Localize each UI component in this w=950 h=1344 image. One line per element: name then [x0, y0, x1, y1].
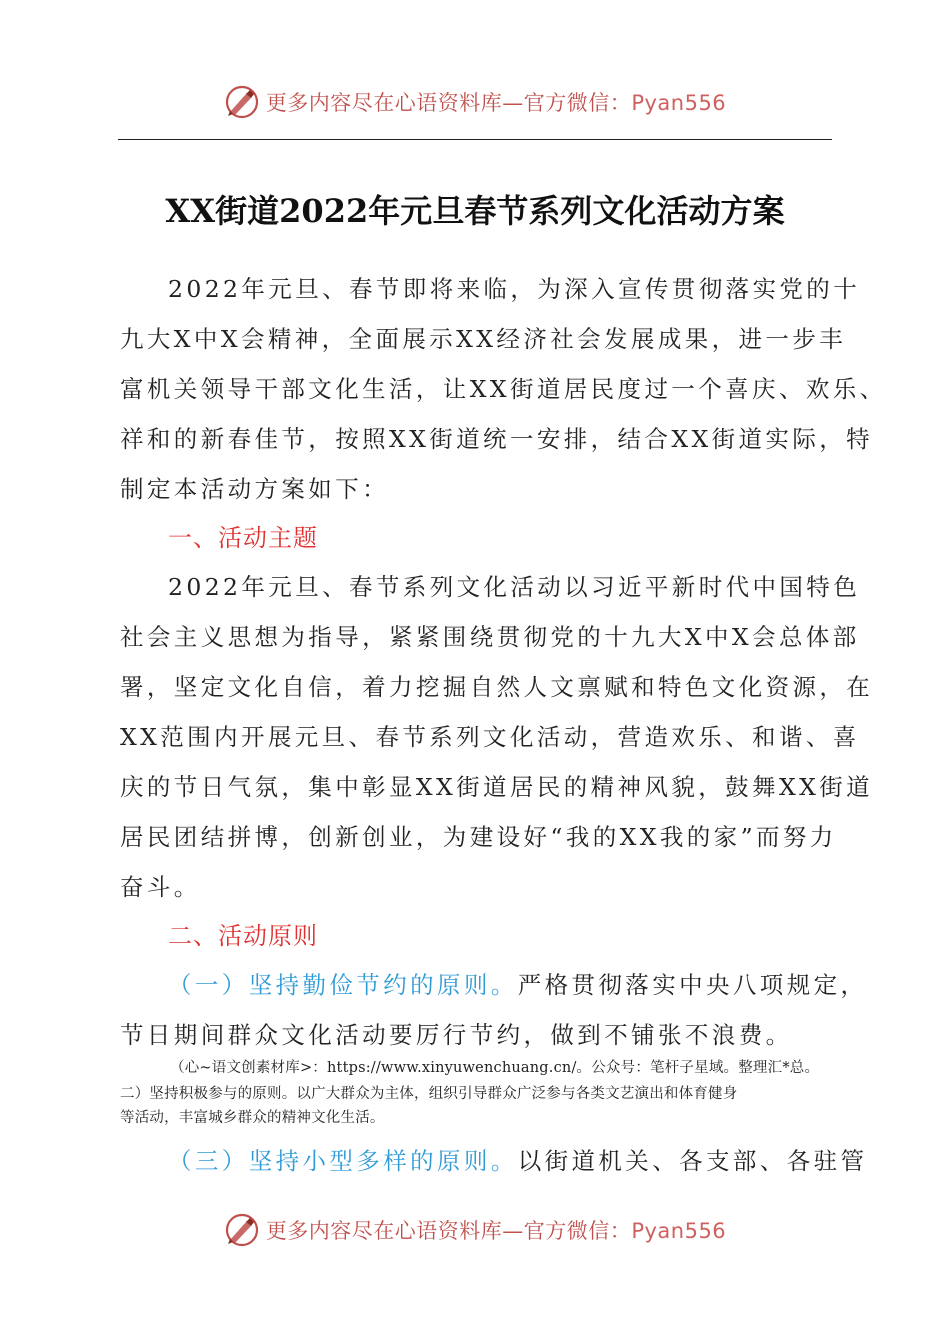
- pen-logo-icon: [224, 84, 260, 120]
- document-title: XX街道2022年元旦春节系列文化活动方案: [165, 192, 785, 230]
- section2-heading: 二、活动原则: [168, 922, 318, 950]
- section1-line-4: XX范围内开展元旦、春节系列文化活动，营造欢乐、和谐、喜: [120, 723, 860, 751]
- section1-line-6: 居民团结拼博，创新创业，为建设好“我的XX我的家”而努力: [120, 823, 837, 851]
- principle-3-text: 以街道机关、各支部、各驻管: [517, 1147, 868, 1175]
- principle-1-text: 严格贯彻落实中央八项规定，: [517, 971, 868, 999]
- section1-line-5: 庆的节日气氛，集中彰显XX街道居民的精神风貌，鼓舞XX街道: [120, 773, 874, 801]
- intro-line-2: 九大X中X会精神，全面展示XX经济社会发展成果，进一步丰: [120, 325, 847, 353]
- section1-heading: 一、活动主题: [168, 524, 318, 552]
- section1-line-3: 署，坚定文化自信，着力挖掘自然人文禀赋和特色文化资源，在: [120, 673, 874, 701]
- banner-wechat-id: Pyan556: [631, 1219, 727, 1243]
- banner-text: [266, 87, 726, 117]
- intro-line-3: 富机关领导干部文化生活，让XX街道居民度过一个喜庆、欢乐、: [120, 375, 887, 403]
- principle-1-label: （一）坚持勤俭节约的原则。: [168, 971, 518, 999]
- footer-banner: [0, 1210, 950, 1250]
- section1-line-7: 奋斗。: [120, 873, 201, 901]
- intro-line-1: 2022年元旦、春节即将来临，为深入宣传贯彻落实党的十: [168, 275, 861, 303]
- header-banner: [0, 82, 950, 122]
- principle-3-line-1: [168, 1146, 868, 1176]
- principle-1-line-2: 节日期间群众文化活动要厉行节约，做到不铺张不浪费。: [120, 1021, 793, 1049]
- principle-3-label: （三）坚持小型多样的原则。: [168, 1147, 518, 1175]
- header-divider: [118, 139, 832, 140]
- intro-line-4: 祥和的新春佳节，按照XX街道统一安排，结合XX街道实际，特: [120, 425, 874, 453]
- banner-wechat-id: Pyan556: [631, 91, 727, 115]
- principle-1-line-1: [168, 970, 868, 1000]
- intro-line-5: 制定本活动方案如下：: [120, 475, 389, 503]
- banner-cn-text: 更多内容尽在心语资料库—官方微信：: [265, 91, 632, 115]
- pen-logo-icon: [224, 1212, 260, 1248]
- section1-line-1: 2022年元旦、春节系列文化活动以习近平新时代中国特色: [168, 573, 861, 601]
- section1-line-2: 社会主义思想为指导，紧紧围绕贯彻党的十九大X中X会总体部: [120, 623, 860, 651]
- principle-2-line-2: 等活动，丰富城乡群众的精神文化生活。: [120, 1110, 385, 1126]
- principle-2-line-1: 二）坚持积极参与的原则。以广大群众为主体，组织引导群众广泛参与各类文艺演出和体育健身: [120, 1086, 738, 1102]
- watermark-source-line: （心~语文创素材库>：https://www.xinyuwenchuang.cn/。公众号：笔杆子星域。整理汇*总。: [170, 1060, 820, 1076]
- banner-text: [266, 1215, 726, 1245]
- banner-cn-text: 更多内容尽在心语资料库—官方微信：: [265, 1219, 632, 1243]
